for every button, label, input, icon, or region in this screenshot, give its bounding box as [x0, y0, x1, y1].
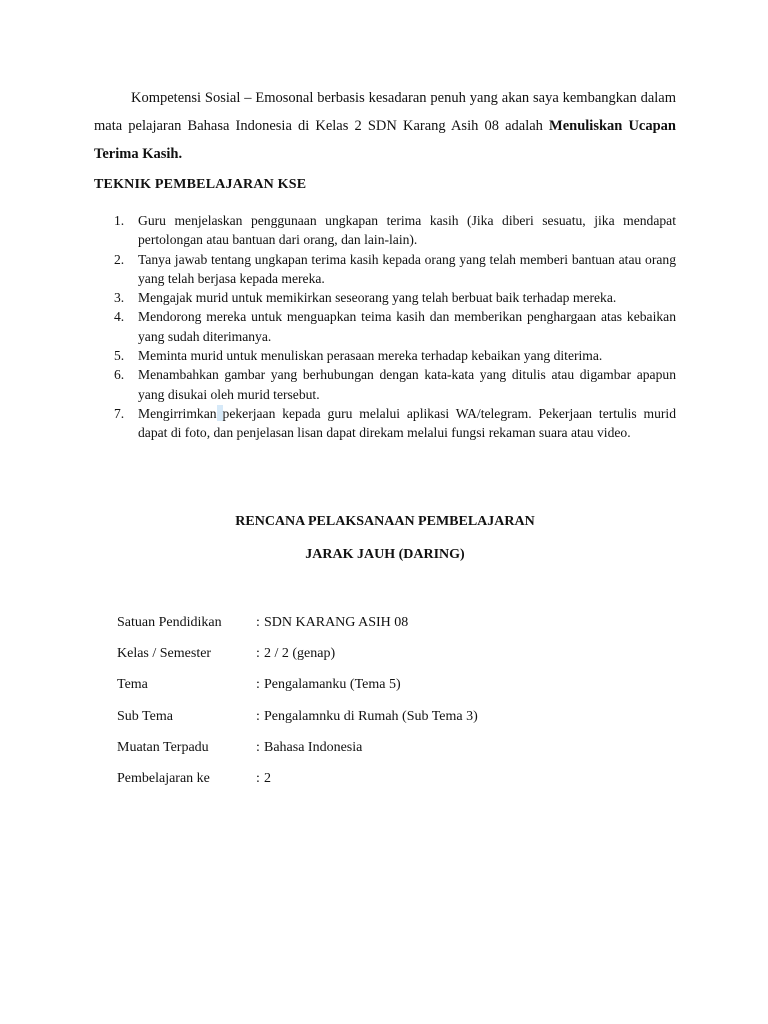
step-text: Meminta murid untuk menuliskan perasaan mereka terhadap kebaikan yang diterima. [138, 348, 603, 364]
identity-value: Pengalamnku di Rumah (Sub Tema 3) [264, 708, 478, 724]
step-number: 4. [114, 309, 125, 325]
identity-separator: : [256, 645, 260, 661]
step-text-end: pekerjaan kepada guru melalui aplikasi WA/telegram. Pekerjaan tertulis murid dapat di foto, dan penjelasan lisan dapat direkam melalui fungsi rekaman suara atau video. [138, 405, 676, 441]
step-number: 7. [114, 405, 125, 421]
identity-row-tema [117, 670, 478, 701]
identity-row-satuan [117, 607, 478, 638]
step-text-start: Mengirrimkan [138, 405, 217, 421]
rpp-subtitle: JARAK JAUH (DARING) [305, 547, 465, 562]
step-number: 3. [114, 290, 125, 306]
identity-separator: : [256, 771, 260, 787]
step-item [94, 404, 676, 443]
teknik-steps-list [94, 211, 676, 443]
step-text: Mendorong mereka untuk menguapkan teima kasih dan memberikan penghargaan atas kebaikan yang sudah diterimanya. [138, 309, 676, 344]
intro-emphasis: Menuliskan Ucapan Terima Kasih. [94, 118, 676, 162]
identity-value: 2 [264, 771, 271, 787]
identity-label: Kelas / Semester [117, 645, 212, 661]
identity-row-kelas [117, 638, 478, 669]
intro-text: Kompetensi Sosial – Emosonal berbasis kesadaran penuh yang akan saya kembangkan dalam mata pelajaran Bahasa Indonesia di Kelas 2 SDN Karang Asih 08 adalah [94, 90, 676, 134]
identity-value: Bahasa Indonesia [264, 739, 363, 755]
step-number: 5. [114, 348, 125, 364]
identity-separator: : [256, 677, 260, 693]
identity-value: SDN KARANG ASIH 08 [264, 614, 409, 630]
step-text: Guru menjelaskan penggunaan ungkapan terima kasih (Jika diberi sesuatu, jika mendapat pertolongan atau bantuan dari orang, dan lain-lain). [138, 213, 676, 248]
step-item [94, 211, 676, 250]
step-text: Menambahkan gambar yang berhubungan dengan kata-kata yang ditulis atau digambar apapun yang disukai oleh murid tersebut. [138, 367, 676, 402]
identity-row-muatan [117, 732, 478, 763]
step-text: Tanya jawab tentang ungkapan terima kasih kepada orang yang telah memberi bantuan atau orang yang telah berjasa kepada mereka. [138, 251, 676, 286]
step-number: 1. [114, 213, 125, 228]
identity-label: Sub Tema [117, 708, 173, 724]
teknik-heading: TEKNIK PEMBELAJARAN KSE [94, 177, 307, 192]
identity-value: Pengalamanku (Tema 5) [264, 677, 401, 693]
identity-label: Pembelajaran ke [117, 771, 210, 787]
identity-table [117, 607, 478, 795]
rpp-title: RENCANA PELAKSANAAN PEMBELAJARAN [235, 514, 535, 529]
intro-paragraph [94, 84, 676, 168]
step-text: Mengajak murid untuk memikirkan seseorang yang telah berbuat baik terhadap mereka. [138, 290, 617, 306]
step-number: 2. [114, 251, 125, 267]
identity-label: Satuan Pendidikan [117, 614, 222, 630]
identity-value: 2 / 2 (genap) [264, 645, 336, 661]
step-item [94, 365, 676, 404]
identity-separator: : [256, 739, 260, 755]
step-number: 6. [114, 367, 125, 383]
identity-label: Tema [117, 677, 148, 693]
step-item [94, 307, 676, 346]
step-item [94, 288, 676, 307]
identity-row-subtema [117, 701, 478, 732]
identity-separator: : [256, 614, 260, 630]
identity-label: Muatan Terpadu [117, 739, 209, 755]
step-item [94, 250, 676, 289]
step-item [94, 346, 676, 365]
identity-separator: : [256, 708, 260, 724]
identity-row-pembelajaran [117, 763, 478, 794]
